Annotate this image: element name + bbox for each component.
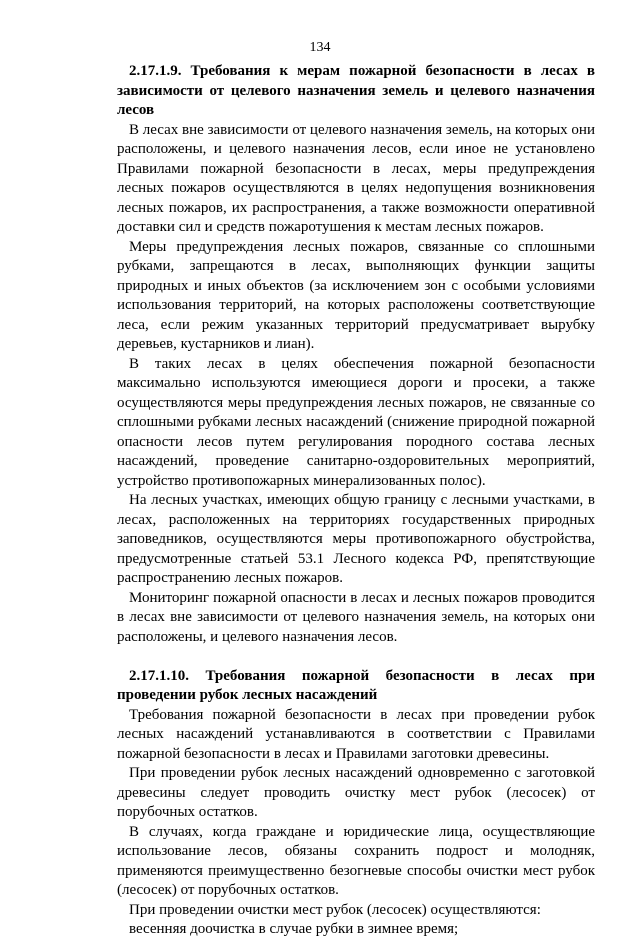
paragraph: На лесных участках, имеющих общую границу с лесными участками, в лесах, расположенных на территориях государственных природных заповедников, осуществляются меры противопожарного обустройства, предусмотренные статьей 53.1 Лесного кодекса РФ, препятствующие распространению лесных пожаров. [117, 492, 595, 586]
page-number: 134 [309, 40, 331, 55]
paragraph: Меры предупреждения лесных пожаров, связанные со сплошными рубками, запрещаются в лесах, выполняющих функции защиты природных и иных объектов (за исключением зон с особыми условиями использования территорий, на которых расположены соответствующие леса, если режим указанных территорий предусматривает вырубку деревьев, кустарников и лиан). [117, 238, 595, 352]
paragraph: В лесах вне зависимости от целевого назначения земель, на которых они расположены, и целевого назначения лесов, если иное не установлено Правилами пожарной безопасности в лесах, меры предупреждения лесных пожаров осуществляются в целях недопущения возникновения лесных пожаров, их распространения, а также возможности оперативной доставки сил и средств пожаротушения к местам лесных пожаров. [117, 121, 595, 235]
section-2-17-1-10 [117, 667, 595, 940]
section-heading: 2.17.1.9. Требования к мерам пожарной безопасности в лесах в зависимости от целевого назначения земель и целевого назначения лесов [117, 63, 595, 118]
paragraph: При проведении рубок лесных насаждений одновременно с заготовкой древесины следует проводить очистку мест рубок (лесосек) от порубочных остатков. [117, 765, 595, 820]
paragraph: весенняя доочистка в случае рубки в зимнее время; [129, 921, 459, 937]
paragraph: Требования пожарной безопасности в лесах при проведении рубок лесных насаждений устанавливаются в соответствии с Правилами пожарной безопасности в лесах и Правилами заготовки древесины. [117, 706, 595, 762]
paragraph: В таких лесах в целях обеспечения пожарной безопасности максимально используются имеющиеся дороги и просеки, а также осуществляются меры предупреждения лесных пожаров, не связанные со сплошными рубками лесных насаждений (снижение природной пожарной опасности лесов путем регулирования породного состава лесных насаждений, проведение санитарно-оздоровительных мероприятий, устройство противопожарных минерализованных полос). [117, 355, 595, 489]
paragraph: Мониторинг пожарной опасности в лесах и лесных пожаров проводится в лесах вне зависимости от целевого назначения земель, на которых они расположены, и целевого назначения лесов. [117, 589, 595, 645]
page-content [117, 62, 595, 940]
section-2-17-1-9 [117, 62, 595, 647]
section-heading: 2.17.1.10. Требования пожарной безопасности в лесах при проведении рубок лесных насаждений [117, 667, 595, 703]
paragraph: В случаях, когда граждане и юридические лица, осуществляющие использование лесов, обязаны сохранить подрост и молодняк, применяются преимущественно безогневые способы очистки мест рубок (лесосек) от порубочных остатков. [117, 823, 595, 898]
paragraph: При проведении очистки мест рубок (лесосек) осуществляются: [129, 901, 541, 918]
